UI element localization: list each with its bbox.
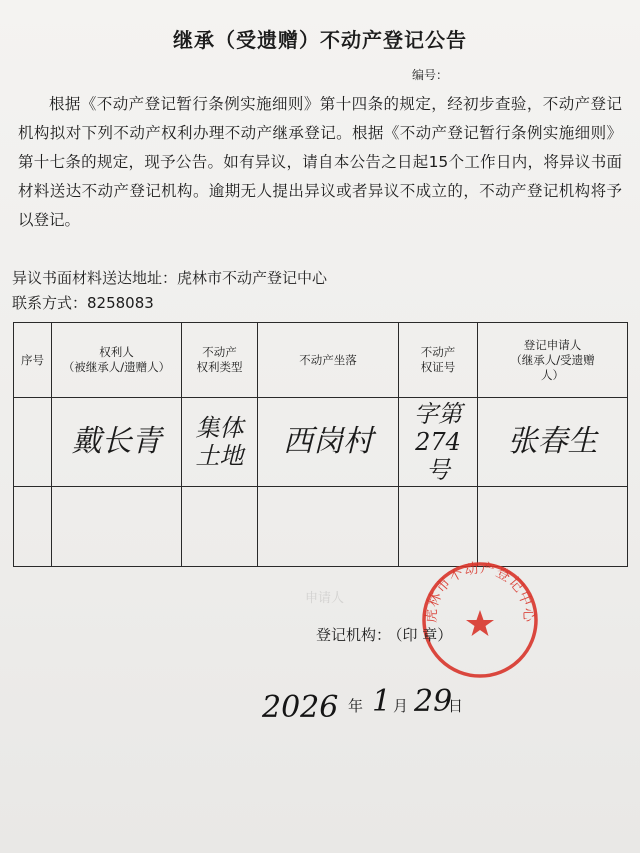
header-applicant: 登记申请人 （继承人/受遗赠 人） (478, 323, 628, 398)
table-row-empty (14, 487, 628, 567)
empty-cell (182, 487, 258, 567)
empty-cell (52, 487, 182, 567)
table-header-row (14, 323, 628, 398)
header-type: 不动产 权利类型 (182, 323, 258, 398)
cert-handwriting: 字第274号 (414, 400, 462, 484)
notice-paragraph: 根据《不动产登记暂行条例实施细则》第十四条的规定，经初步查验，不动产登记机构拟对下列不动产权利办理不动产继承登记。根据《不动产登记暂行条例实施细则》第十七条的规定，现予公告。如有异议，请自本公告之日起15个工作日内，将异议书面材料送达不动产登记机构。逾期无人提出异议或者异议不成立的，不动产登记机构将予以登记。 (18, 95, 622, 229)
cell-applicant (478, 398, 628, 487)
serial-number-label: 编号： (412, 68, 449, 82)
bleed-through-text: 申请人 (305, 591, 345, 606)
applicant-handwriting: 张春生 (507, 424, 598, 459)
holder-handwriting: 戴长青 (71, 424, 162, 459)
empty-cell (478, 487, 628, 567)
header-seq: 序号 (14, 323, 52, 398)
cell-seq (14, 398, 52, 487)
official-seal (418, 558, 542, 682)
registration-org-label (316, 624, 452, 645)
table-row (14, 398, 628, 487)
date-month-label: 月 (393, 697, 409, 715)
cell-type (182, 398, 258, 487)
empty-cell (14, 487, 52, 567)
cell-cert (399, 398, 478, 487)
org-label: 登记机构： (316, 626, 392, 644)
seal-placeholder: （印 章） (395, 626, 453, 644)
date-year-label: 年 (348, 697, 364, 715)
empty-cell (258, 487, 399, 567)
date-year-handwriting: 2026 (262, 690, 339, 725)
date-day-label: 日 (448, 697, 464, 715)
contact-info: 联系方式：8258083 (12, 294, 154, 312)
header-holder: 权利人 （被继承人/遗赠人） (52, 323, 182, 398)
header-cert: 不动产 权证号 (399, 323, 478, 398)
objection-address: 异议书面材料送达地址：虎林市不动产登记中心 (12, 269, 328, 287)
empty-cell (399, 487, 478, 567)
property-table (13, 322, 628, 567)
svg-text:虎林市不动产登记中心: 虎林市不动产登记中心 (423, 560, 537, 624)
cell-holder (52, 398, 182, 487)
date-month-handwriting: 1 (372, 684, 392, 719)
date-day-handwriting: 29 (414, 684, 453, 719)
location-handwriting: 西岗村 (283, 424, 373, 459)
header-location: 不动产坐落 (258, 323, 399, 398)
cell-location (258, 398, 399, 487)
notice-title: 继承（受遗赠）不动产登记公告 (173, 28, 467, 52)
notice-body (18, 90, 622, 235)
type-handwriting: 集体土地 (195, 414, 244, 470)
